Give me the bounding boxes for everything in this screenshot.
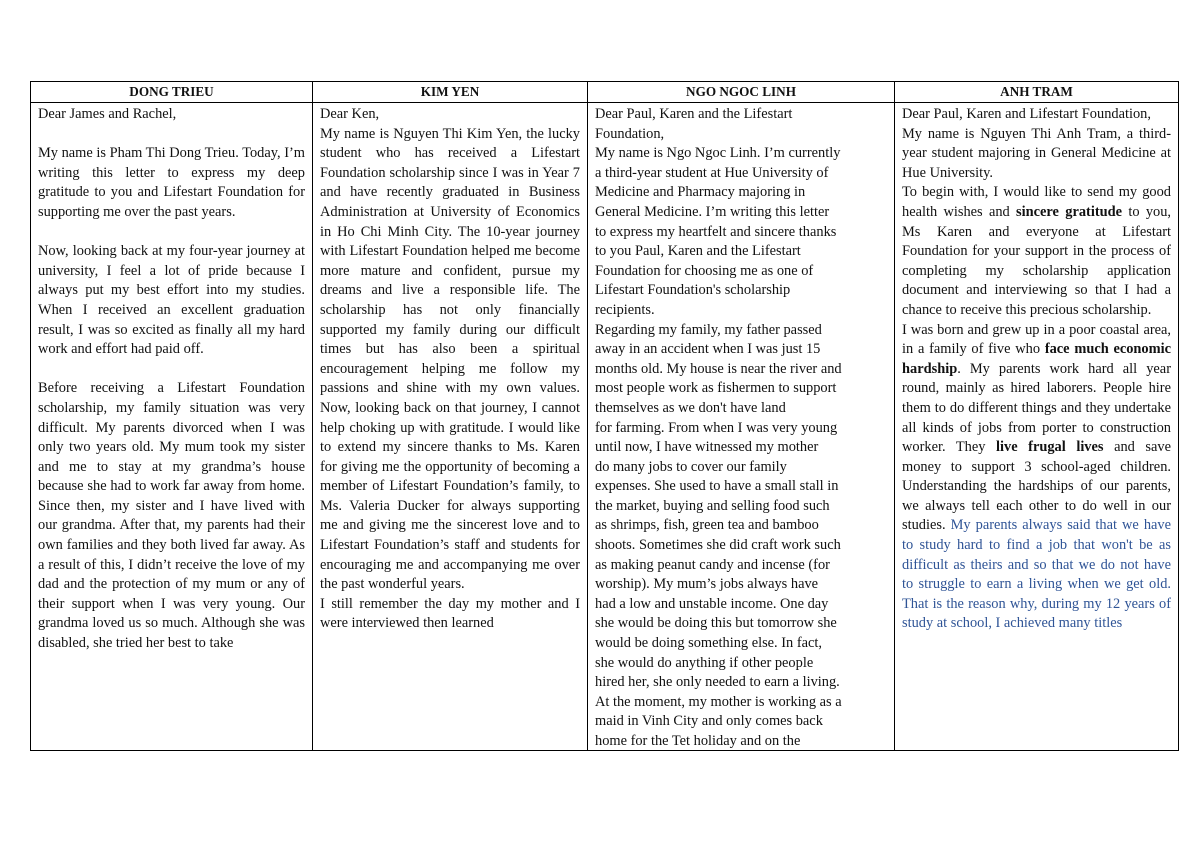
ngo-ngoc-linh-line: My name is Ngo Ngoc Linh. I’m currently	[595, 145, 841, 162]
ngo-ngoc-linh-line: home for the Tet holiday and on the	[595, 733, 801, 748]
ngo-ngoc-linh-line: away in an accident when I was just 15	[595, 341, 821, 358]
dong-trieu-salutation: Dear James and Rachel,	[38, 106, 177, 122]
anh-tram-p3-bold-2: live frugal lives	[996, 439, 1104, 456]
header-dong-trieu: DONG TRIEU	[31, 82, 313, 103]
ngo-ngoc-linh-line: shoots. Sometimes she did craft work such	[595, 537, 841, 554]
anh-tram-paragraph-3	[902, 321, 1171, 635]
anh-tram-p3-bold-1: face much economic hardship	[902, 341, 1171, 377]
ngo-ngoc-linh-line: themselves as we don't have land	[595, 399, 786, 416]
letter-anh-tram	[895, 103, 1179, 751]
ngo-ngoc-linh-line: the market, buying and selling food such	[595, 497, 830, 514]
ngo-ngoc-linh-line: for farming. From when I was very young	[595, 419, 838, 436]
ngo-ngoc-linh-line: Lifestart Foundation's scholarship	[595, 282, 791, 299]
ngo-ngoc-linh-line: hired her, she only needed to earn a living.	[595, 674, 840, 691]
anh-tram-p3-text-b: . My parents work hard all year round, mainly as hired laborers. People hire them to do different things and they undertake all kinds of jobs from porter to construction worker. They	[902, 360, 1171, 456]
ngo-ngoc-linh-line: she would be doing this but tomorrow she	[595, 615, 837, 632]
ngo-ngoc-linh-line: At the moment, my mother is working as a	[595, 693, 842, 710]
dong-trieu-paragraph-3: Before receiving a Lifestart Foundation scholarship, my family situation was very difficult. My parents divorced when I was only two years old. My mum took my sister and me to stay at my grandma’s house because she had to work far away from home. Since then, my sister and I have lived with our grandma. After that, my parents had their own families and they both lived far away. As a result of this, I didn’t receive the love of my dad and the protection of my mum or any of their support when I was very young. Our grandma loved us so much. Although she was disabled, she tried her best to take	[38, 380, 305, 652]
ngo-ngoc-linh-line: as making peanut candy and incense (for	[595, 556, 830, 573]
letter-kim-yen	[313, 103, 588, 751]
ngo-ngoc-linh-line: had a low and unstable income. One day	[595, 595, 829, 612]
ngo-ngoc-linh-line: Regarding my family, my father passed	[595, 321, 822, 338]
ngo-ngoc-linh-line: Foundation for choosing me as one of	[595, 262, 814, 279]
header-row	[31, 82, 1179, 103]
header-kim-yen: KIM YEN	[313, 82, 588, 103]
header-anh-tram: ANH TRAM	[895, 82, 1179, 103]
ngo-ngoc-linh-line: maid in Vinh City and only comes back	[595, 713, 823, 730]
letter-ngo-ngoc-linh	[588, 103, 895, 751]
anh-tram-p2-text-b: to you, Ms Karen and everyone at Lifestart Foundation for your support in the process of completing my scholarship application document and interviewing so that I had a chance to receive this precious scholarship.	[902, 203, 1171, 318]
anh-tram-paragraph-1: My name is Nguyen Thi Anh Tram, a third-year student majoring in General Medicine at Hue University.	[902, 125, 1171, 181]
kim-yen-salutation: Dear Ken,	[320, 106, 380, 122]
ngo-ngoc-linh-line: recipients.	[595, 301, 655, 318]
letters-row	[31, 103, 1179, 751]
anh-tram-salutation: Dear Paul, Karen and Lifestart Foundation,	[902, 106, 1151, 122]
ngo-ngoc-linh-line: months old. My house is near the river and	[595, 360, 842, 377]
anh-tram-p2-bold: sincere gratitude	[1016, 203, 1123, 220]
anh-tram-p3-text-c: and save money to support 3 school-aged children. Understanding the hardships of our parents, we always tell each other to do well in our studies.	[902, 439, 1171, 534]
kim-yen-paragraph-1: My name is Nguyen Thi Kim Yen, the lucky student who has received a Lifestart Foundation scholarship since I was in Year 7 and have recently graduated in Business Administration at University of Economics in Ho Chi Minh City. The 10-year journey with Lifestart Foundation helped me become more mature and confident, pursue my dreams and live a responsible life. The scholarship has not only financially supported my family during our difficult times but has also been a spiritual encouragement helping me follow my passions and shine with my own values. Now, looking back on that journey, I cannot help choking up with gratitude. I would like to extend my sincere thanks to Ms. Karen for giving me the opportunity of becoming a member of Lifestart Foundation’s family, to Ms. Valeria Ducker for always supporting me and giving me the sincerest love and to Lifestart Foundation’s staff and students for encouraging me and accompanying me over the past wonderful years.	[320, 125, 580, 593]
ngo-ngoc-linh-line: Medicine and Pharmacy majoring in	[595, 184, 806, 201]
dong-trieu-paragraph-1: My name is Pham Thi Dong Trieu. Today, I’m writing this letter to express my deep gratitude to you and Lifestart Foundation for supporting me over the past years.	[38, 145, 305, 220]
ngo-ngoc-linh-line: do many jobs to cover our family	[595, 458, 787, 475]
ngo-ngoc-linh-line: most people work as fishermen to support	[595, 380, 837, 397]
kim-yen-paragraph-2: I still remember the day my mother and I were interviewed then learned	[320, 595, 580, 632]
ngo-ngoc-linh-line: as shrimps, fish, green tea and bamboo	[595, 517, 819, 534]
ngo-ngoc-linh-line: a third-year student at Hue University of	[595, 164, 829, 181]
header-ngo-ngoc-linh: NGO NGOC LINH	[588, 82, 895, 103]
ngo-ngoc-linh-line: to you Paul, Karen and the Lifestart	[595, 243, 801, 260]
letter-dong-trieu	[31, 103, 313, 751]
anh-tram-p3-text-a: I was born and grew up in a poor coastal area, in a family of five who	[902, 321, 1171, 358]
ngo-ngoc-linh-line: Foundation,	[595, 125, 665, 142]
dong-trieu-paragraph-2: Now, looking back at my four-year journey at university, I feel a lot of pride because I always put my best effort into my studies. When I received an excellent graduation result, I was so excited as finally all my hard work and effort had paid off.	[38, 243, 305, 358]
ngo-ngoc-linh-lines	[595, 105, 887, 748]
ngo-ngoc-linh-line: until now, I have witnessed my mother	[595, 439, 819, 456]
anh-tram-p2-text-a: To begin with, I would like to send my good health wishes and	[902, 184, 1171, 220]
ngo-ngoc-linh-line: expenses. She used to have a small stall in	[595, 478, 839, 495]
ngo-ngoc-linh-line: General Medicine. I’m writing this letter	[595, 203, 830, 220]
anh-tram-p3-blue-text: My parents always said that we have to study hard to find a job that won't be as difficult as theirs and so that we do not have to struggle to earn a living when we get old. That is the reason why, during my 12 years of study at school, I achieved many titles	[902, 517, 1171, 632]
anh-tram-paragraph-2	[902, 183, 1171, 320]
ngo-ngoc-linh-line: to express my heartfelt and sincere thanks	[595, 223, 837, 240]
ngo-ngoc-linh-line: worship). My mum’s jobs always have	[595, 576, 819, 593]
letters-table	[30, 81, 1179, 751]
ngo-ngoc-linh-line: would be doing something else. In fact,	[595, 635, 823, 652]
ngo-ngoc-linh-line: Dear Paul, Karen and the Lifestart	[595, 106, 793, 122]
ngo-ngoc-linh-line: she would do anything if other people	[595, 654, 814, 671]
